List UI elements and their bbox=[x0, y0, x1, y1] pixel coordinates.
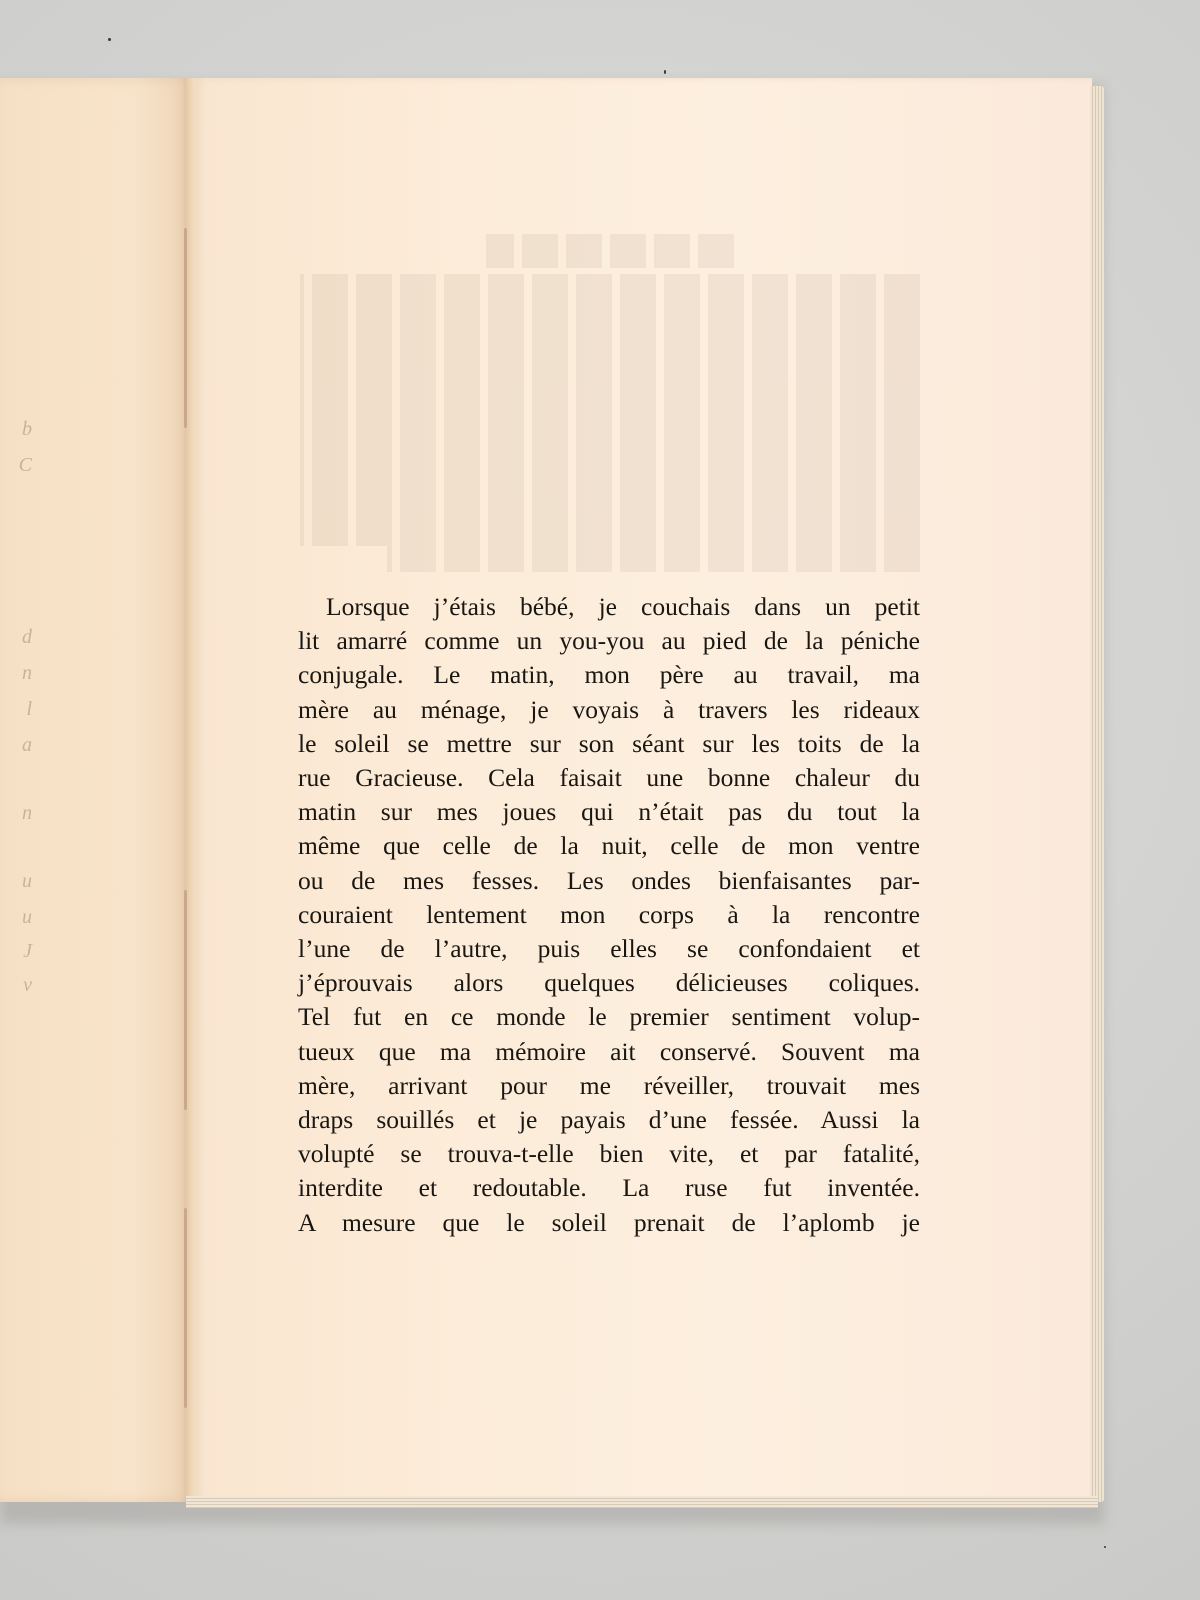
text-line: matin sur mes joues qui n’était pas du tout la bbox=[298, 797, 920, 827]
page-body-text bbox=[298, 590, 920, 1240]
page-fore-edge bbox=[1090, 86, 1104, 1502]
binding-stitch bbox=[184, 228, 187, 428]
left-page-hidden-text: b C d n l a n u u J v bbox=[18, 418, 32, 996]
text-line: rue Gracieuse. Cela faisait une bonne chaleur du bbox=[298, 763, 920, 793]
text-line: Lorsque j’étais bébé, je couchais dans un petit bbox=[326, 592, 920, 621]
page-bottom-edge bbox=[186, 1496, 1098, 1508]
dust-speck bbox=[108, 38, 111, 41]
text-line: même que celle de la nuit, celle de mon ventre bbox=[298, 831, 920, 861]
text-line: ou de mes fesses. Les ondes bienfaisantes par- bbox=[298, 865, 920, 895]
text-line: couraient lentement mon corps à la rencontre bbox=[298, 899, 920, 929]
text-line: draps souillés et je payais d’une fessée. Aussi la bbox=[298, 1105, 920, 1135]
text-line: l’une de l’autre, puis elles se confondaient et bbox=[298, 934, 920, 964]
reverse-side-show-through bbox=[300, 152, 920, 572]
dust-speck bbox=[1104, 1546, 1106, 1548]
text-line: mère, arrivant pour me réveiller, trouvait mes bbox=[298, 1070, 920, 1100]
dust-speck bbox=[664, 70, 666, 74]
text-line: lit amarré comme un you-you au pied de la péniche bbox=[298, 626, 920, 656]
text-line: mère au ménage, je voyais à travers les rideaux bbox=[298, 694, 920, 724]
text-line: A mesure que le soleil prenait de l’aplomb je bbox=[298, 1207, 920, 1237]
binding-stitch bbox=[184, 890, 187, 1110]
text-line: interdite et redoutable. La ruse fut inventée. bbox=[298, 1173, 920, 1203]
binding-stitch bbox=[184, 1208, 187, 1408]
text-line: conjugale. Le matin, mon père au travail, ma bbox=[298, 660, 920, 690]
text-line: tueux que ma mémoire ait conservé. Souvent ma bbox=[298, 1036, 920, 1066]
text-line: le soleil se mettre sur son séant sur les toits de la bbox=[298, 728, 920, 758]
text-line: Tel fut en ce monde le premier sentiment volup- bbox=[298, 1002, 920, 1032]
left-page bbox=[0, 78, 190, 1502]
text-line: volupté se trouva-t-elle bien vite, et par fatalité, bbox=[298, 1139, 920, 1169]
text-line: j’éprouvais alors quelques délicieuses coliques. bbox=[298, 968, 920, 998]
